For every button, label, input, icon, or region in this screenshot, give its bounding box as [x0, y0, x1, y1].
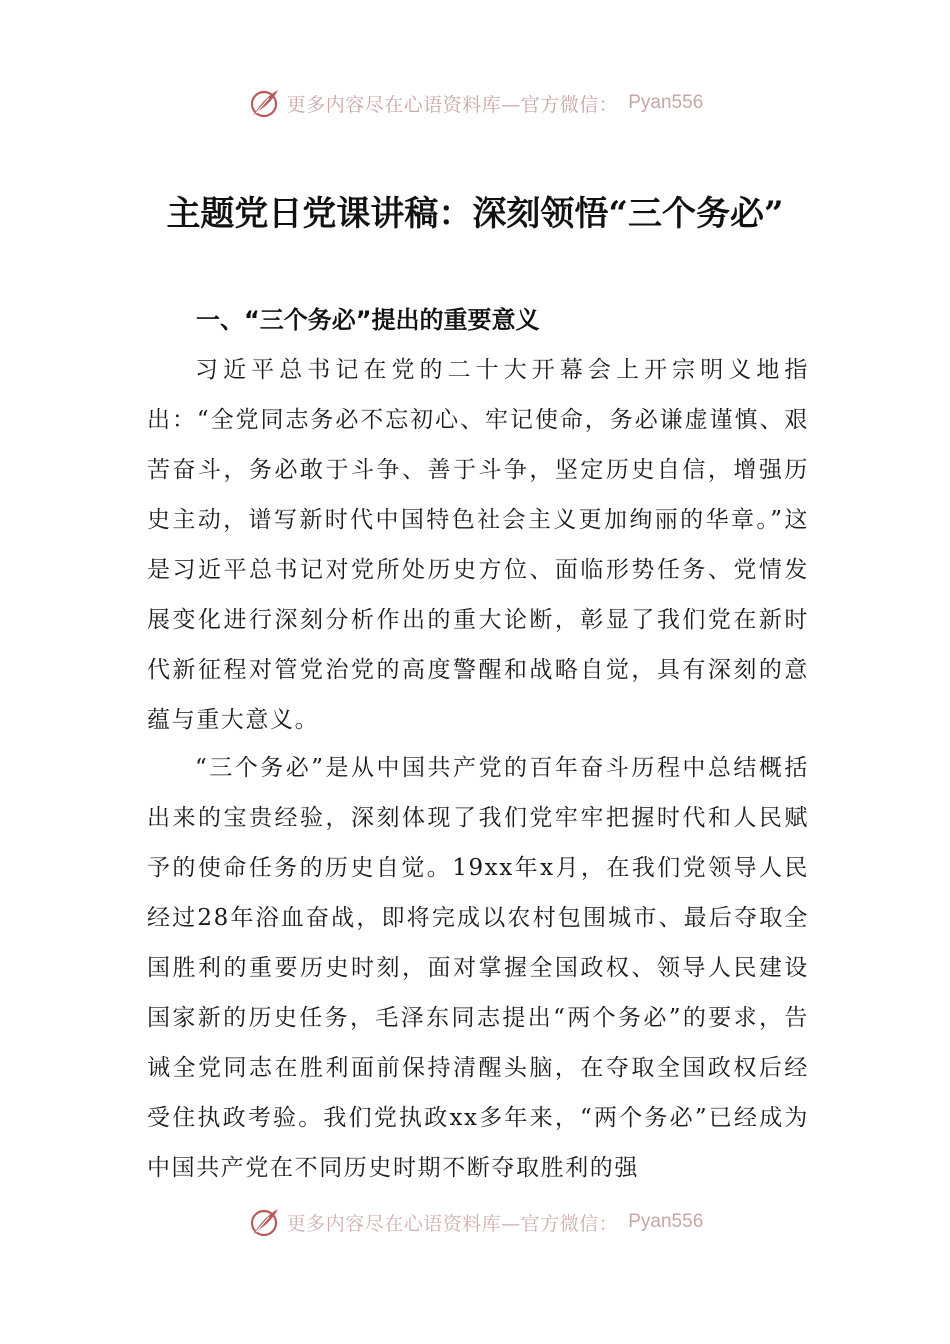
paragraph: 习近平总书记在党的二十大开幕会上开宗明义地指出：“全党同志务必不忘初心、牢记使命，务必谦虚谨慎、艰苦奋斗，务必敢于斗争、善于斗争，坚定历史自信，增强历史主动，谱写新时代中国特色社会主义更加绚丽的华章。”这是习近平总书记对党所处历史方位、面临形势任务、党情发展变化进行深刻分析作出的重大论断，彰显了我们党在新时代新征程对管党治党的高度警醒和战略自觉，具有深刻的意蕴与重大意义。: [147, 357, 809, 733]
watermark-wechat-id: Pyan556: [628, 1211, 704, 1232]
quill-pen-logo-icon: [247, 1205, 281, 1239]
watermark-wechat-id: Pyan556: [628, 92, 704, 113]
watermark-text: 更多内容尽在心语资料库—官方微信：: [286, 1212, 619, 1235]
header-watermark: [0, 86, 950, 120]
document-title: 主题党日党课讲稿：深刻领悟“三个务必”: [166, 194, 784, 234]
quill-pen-logo-icon: [247, 86, 281, 120]
paragraph: “三个务必”是从中国共产党的百年奋斗历程中总结概括出来的宝贵经验，深刻体现了我们党牢牢把握时代和人民赋予的使命任务的历史自觉。19xx年x月，在我们党领导人民经过28年浴血奋战，即将完成以农村包围城市、最后夺取全国胜利的重要历史时刻，面对掌握全国政权、领导人民建设国家新的历史任务，毛泽东同志提出“两个务必”的要求，告诫全党同志在胜利面前保持清醒头脑，在夺取全国政权后经受住执政考验。我们党执政xx多年来，“两个务必”已经成为中国共产党在不同历史时期不断夺取胜利的强: [147, 755, 809, 1181]
footer-watermark: [0, 1205, 950, 1239]
section-heading: 一、“三个务必”提出的重要意义: [196, 306, 540, 334]
watermark-text: 更多内容尽在心语资料库—官方微信：: [286, 93, 619, 116]
